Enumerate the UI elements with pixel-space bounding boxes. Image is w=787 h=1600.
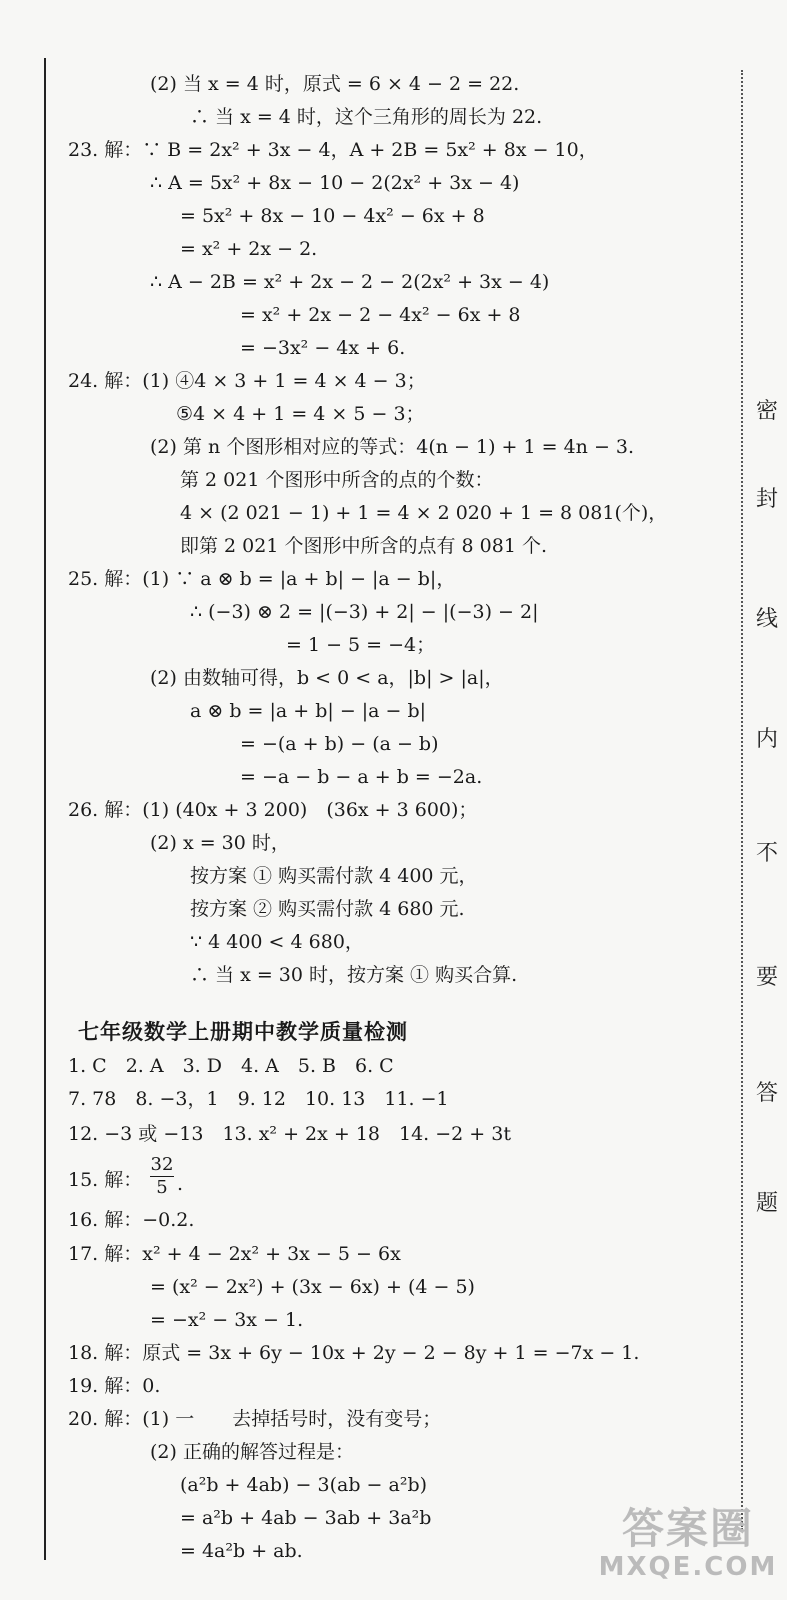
answer-line: = −(a + b) − (a − b) (240, 733, 439, 755)
answer-line: (2) 由数轴可得，b < 0 < a，|b| > |a|， (150, 667, 504, 689)
answer-line: 19. 解：0. (68, 1375, 161, 1397)
answer-line: 按方案 ① 购买需付款 4 400 元， (190, 865, 478, 887)
answer-line: ∵ 4 400 < 4 680， (190, 931, 364, 953)
answer-line: 16. 解：−0.2. (68, 1209, 195, 1231)
answer-line: ⑤4 × 4 + 1 = 4 × 5 − 3； (176, 403, 425, 425)
watermark-domain: MXQE.COM (598, 1552, 778, 1582)
answer-line: (2) 正确的解答过程是： (150, 1441, 354, 1463)
answer-line: = 5x² + 8x − 10 − 4x² − 6x + 8 (180, 205, 485, 227)
answer-line: 即第 2 021 个图形中所含的点有 8 081 个. (180, 535, 547, 557)
section-heading: 七年级数学上册期中教学质量检测 (78, 1020, 408, 1044)
answer-line: ∴ (−3) ⊗ 2 = |(−3) + 2| − |(−3) − 2| (190, 601, 539, 623)
answer-line: = (x² − 2x²) + (3x − 6x) + (4 − 5) (150, 1276, 475, 1298)
seal-char: 线 (755, 607, 778, 632)
answer-line: = a²b + 4ab − 3ab + 3a²b (180, 1507, 432, 1529)
answer-line: (2) 当 x = 4 时，原式 = 6 × 4 − 2 = 22. (150, 73, 520, 95)
fraction-numerator: 32 (150, 1154, 174, 1175)
answer-line: 1. C 2. A 3. D 4. A 5. B 6. C (68, 1055, 394, 1077)
fraction-period: . (177, 1173, 184, 1195)
seal-char: 答 (755, 1081, 778, 1106)
answer-line: 20. 解：(1) 一 去掉括号时，没有变号； (68, 1408, 442, 1430)
seal-char: 题 (755, 1191, 778, 1216)
answer-line: 第 2 021 个图形中所含的点的个数： (180, 469, 494, 491)
seal-char: 不 (755, 841, 778, 866)
answer-line: ∴ A = 5x² + 8x − 10 − 2(2x² + 3x − 4) (150, 172, 520, 194)
answer-line: = −a − b − a + b = −2a. (240, 766, 483, 788)
answer-line: = 1 − 5 = −4； (286, 634, 436, 656)
answer-line: (2) 第 n 个图形相对应的等式：4(n − 1) + 1 = 4n − 3. (150, 436, 635, 458)
answer-line: 17. 解：x² + 4 − 2x² + 3x − 5 − 6x (68, 1243, 401, 1265)
seal-char: 要 (755, 965, 778, 990)
answer-line: 18. 解：原式 = 3x + 6y − 10x + 2y − 2 − 8y + 1 = −7x − 1. (68, 1342, 640, 1364)
left-margin-rule (44, 58, 46, 1560)
answer-line: 12. −3 或 −13 13. x² + 2x + 18 14. −2 + 3t (68, 1123, 511, 1145)
answer-line: ∴ 当 x = 4 时，这个三角形的周长为 22. (190, 106, 543, 128)
answer-line: 按方案 ② 购买需付款 4 680 元. (190, 898, 465, 920)
answer-line: = 4a²b + ab. (180, 1540, 303, 1562)
watermark-logo-text: 答案圈 (621, 1504, 754, 1553)
answer-line: 23. 解：∵ B = 2x² + 3x − 4，A + 2B = 5x² + 8x − 10， (68, 139, 598, 161)
seal-char: 密 (755, 399, 778, 424)
answer-line: (2) x = 30 时， (150, 832, 290, 854)
answer-line: ∴ 当 x = 30 时，按方案 ① 购买合算. (190, 964, 518, 986)
answer-line: = x² + 2x − 2. (180, 238, 318, 260)
answer-line: 4 × (2 021 − 1) + 1 = 4 × 2 020 + 1 = 8 081(个)， (180, 502, 668, 524)
answer-line: 26. 解：(1) (40x + 3 200) (36x + 3 600)； (68, 799, 478, 821)
answer-line: = x² + 2x − 2 − 4x² − 6x + 8 (240, 304, 521, 326)
answer-line: ∴ A − 2B = x² + 2x − 2 − 2(2x² + 3x − 4) (150, 271, 550, 293)
seal-dotted-line (741, 70, 743, 1530)
seal-char: 封 (755, 487, 778, 512)
answer-line: = −x² − 3x − 1. (150, 1309, 304, 1331)
answer-line: 15. 解： (68, 1169, 143, 1191)
answer-line: 24. 解：(1) ④4 × 3 + 1 = 4 × 4 − 3； (68, 370, 426, 392)
answer-line: = −3x² − 4x + 6. (240, 337, 406, 359)
seal-char: 内 (755, 727, 778, 752)
fraction-denominator: 5 (156, 1177, 168, 1198)
fraction (150, 1154, 174, 1199)
answer-line: a ⊗ b = |a + b| − |a − b| (190, 700, 427, 722)
answer-line: (a²b + 4ab) − 3(ab − a²b) (180, 1474, 428, 1496)
site-watermark (598, 1506, 778, 1596)
answer-line: 25. 解：(1) ∵ a ⊗ b = |a + b| − |a − b|， (68, 568, 456, 590)
answer-line: 7. 78 8. −3，1 9. 12 10. 13 11. −1 (68, 1088, 449, 1110)
